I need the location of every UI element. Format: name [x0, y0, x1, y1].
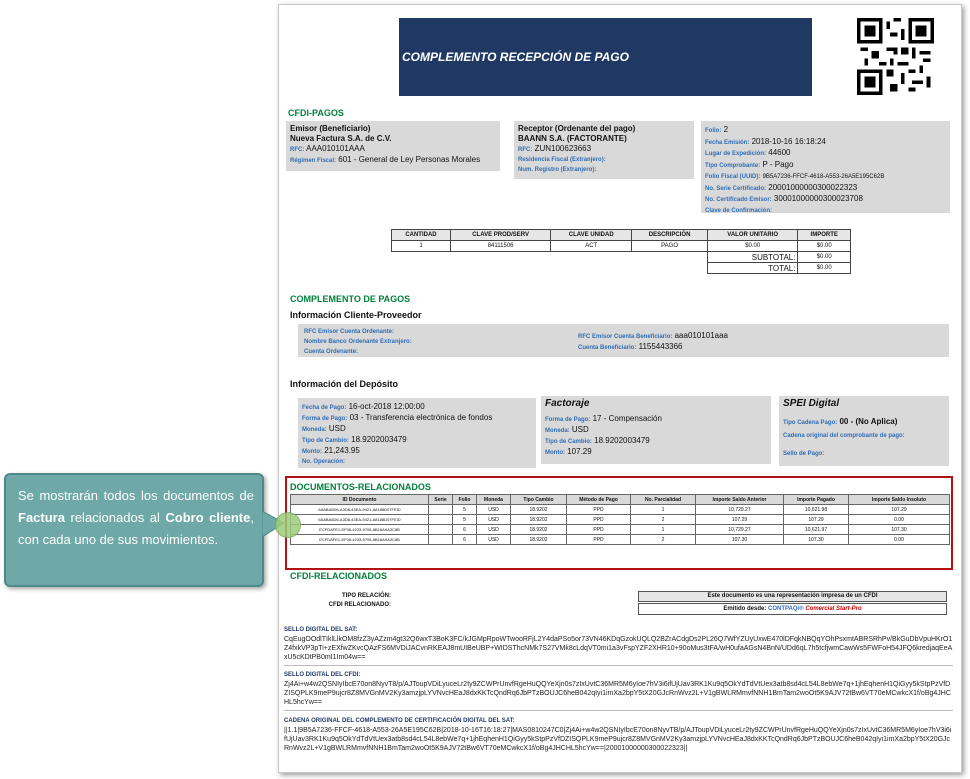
forma-pago: 03 - Transferencia electrónica de fondos: [349, 413, 493, 422]
cell: 18.9202: [511, 525, 567, 535]
factoraje-moneda: USD: [571, 425, 589, 434]
emisor-rfc-label: RFC:: [290, 147, 305, 153]
qr-code: [857, 18, 934, 95]
cell: USD: [477, 515, 511, 525]
rfc-beneficiario-label: RFC Emisor Cuenta Beneficiario:: [578, 334, 673, 340]
th-id-documento: ID Documento: [291, 495, 429, 505]
cell: ECFDAFE1-EF06-4233-9706-6B16A9A3C8B: [291, 525, 429, 535]
fecha-emision-label: Fecha Emisión:: [705, 139, 750, 146]
cell: 2: [631, 535, 696, 545]
tipo-relacion-label: TIPO RELACIÓN:: [342, 593, 391, 599]
th-moneda: Moneda: [477, 495, 511, 505]
th-clave-unidad: CLAVE UNIDAD: [551, 230, 632, 241]
uuid-value: 9B5A7236-FFCF-4618-A553-26A5E195C62B: [762, 174, 885, 180]
table-row: [291, 505, 950, 515]
cell: PAGO: [632, 241, 708, 252]
cell: PPD: [567, 505, 631, 515]
receptor-registro-label: Num. Registro (Extranjero):: [518, 167, 597, 173]
subtotal-label: SUBTOTAL:: [707, 252, 798, 263]
th-importe-pagado: Importe Pagado: [784, 495, 849, 505]
table-row: [392, 241, 851, 252]
cell: 0.00: [849, 535, 950, 545]
cell: [429, 525, 453, 535]
deposito-box: [298, 398, 536, 468]
emisor-rfc: AAA010101AAA: [306, 144, 365, 153]
factoraje-tipo-cambio-label: Tipo de Cambio:: [545, 439, 592, 445]
callout-bold-cobro: Cobro cliente: [165, 510, 251, 525]
th-clave-prod: CLAVE PROD/SERV: [450, 230, 550, 241]
cert-label: No. Serie Certificado:: [705, 185, 767, 192]
th-cantidad: CANTIDAD: [392, 230, 451, 241]
folio-label: Folio:: [705, 128, 722, 134]
th-saldo-anterior: Importe Saldo Anterior: [696, 495, 784, 505]
monto: 21,243.95: [324, 446, 360, 455]
cell: 1: [392, 241, 451, 252]
receptor-title: Receptor (Ordenante del pago): [518, 124, 636, 133]
receptor-residencia-label: Residencia Fiscal (Extranjero):: [518, 157, 606, 163]
cell: ECFDAFE1-EF06-4233-9706-6B16A9A3C8B: [291, 535, 429, 545]
cell: $0.00: [707, 241, 798, 252]
fecha-pago-label: Fecha de Pago:: [302, 405, 347, 411]
document-title: COMPLEMENTO RECEPCIÓN DE PAGO: [399, 18, 812, 96]
complemento-heading: COMPLEMENTO DE PAGOS: [290, 294, 411, 304]
cell: 18.9202: [511, 505, 567, 515]
cell: USD: [477, 505, 511, 515]
th-metodo-pago: Método de Pago: [567, 495, 631, 505]
receptor-rfc-label: RFC:: [518, 147, 533, 153]
cell: 18.9202: [511, 515, 567, 525]
spei-sello-label: Sello de Pago:: [783, 451, 825, 457]
cell: PPD: [567, 515, 631, 525]
cell: $0.00: [798, 241, 851, 252]
cuenta-beneficiario-label: Cuenta Beneficiario:: [578, 345, 637, 351]
rfc-ordenante-label: RFC Emisor Cuenta Ordenante:: [304, 329, 395, 335]
th-parcialidad: No. Parcialidad: [631, 495, 696, 505]
cell: PPD: [567, 525, 631, 535]
cuenta-ordenante-label: Cuenta Ordenante:: [304, 349, 359, 355]
cell: 10,621.98: [784, 505, 849, 515]
cell: ACT: [551, 241, 632, 252]
cell: USD: [477, 535, 511, 545]
cert-emisor: 30001000000300023708: [773, 194, 863, 203]
documentos-heading: DOCUMENTOS-RELACIONADOS: [290, 482, 431, 492]
invoice-page: [278, 4, 962, 773]
cell: 6: [453, 525, 477, 535]
th-folio: Folio: [453, 495, 477, 505]
cell: 1: [631, 505, 696, 515]
factoraje-forma-label: Forma de Pago:: [545, 417, 591, 423]
cell: 10,729.27: [696, 505, 784, 515]
factoraje-forma: 17 - Compensación: [592, 414, 662, 423]
cell: 10,729.27: [696, 525, 784, 535]
cell: 18.9202: [511, 535, 567, 545]
emitido-desde: [638, 603, 947, 615]
th-saldo-insoluto: Importe Saldo Insoluto: [849, 495, 950, 505]
cell: 0.00: [849, 515, 950, 525]
comercial-start-pro: Comercial Start-Pro: [805, 606, 862, 612]
th-serie: Serie: [429, 495, 453, 505]
table-row: [291, 525, 950, 535]
contpaqi-brand: CONTPAQi®: [768, 606, 804, 612]
th-tipo-cambio: Tipo Cambio: [511, 495, 567, 505]
explanation-callout: [4, 473, 264, 587]
impresa-notice: Este documento es una representación impresa de un CFDI: [638, 591, 947, 602]
factoraje-monto-label: Monto:: [545, 450, 565, 456]
emisor-box: [286, 121, 500, 171]
cell: USD: [477, 525, 511, 535]
spei-cadena-label: Cadena original del comprobante de pago:: [783, 433, 905, 439]
monto-label: Monto:: [302, 449, 322, 455]
cell: 6AABA5D6-A3D8-43EA-9421-A8188D07FEID: [291, 505, 429, 515]
highlight-circle: [275, 512, 301, 538]
documentos-table: [290, 494, 950, 545]
emisor-name: Nueva Factura S.A. de C.V.: [290, 134, 392, 143]
cfdi-relacionados-heading: CFDI-RELACIONADOS: [290, 571, 387, 581]
confirmacion-label: Clave de Confirmación:: [705, 207, 773, 214]
receptor-box: [514, 121, 694, 179]
cuenta-beneficiario: 1155443366: [638, 342, 683, 351]
lugar-value: 44600: [768, 148, 791, 157]
moneda: USD: [328, 424, 346, 433]
cell: 107.30: [784, 535, 849, 545]
total-label: TOTAL:: [707, 263, 798, 274]
sello-sat-block: [284, 626, 953, 666]
th-descripcion: DESCRIPCIÓN: [632, 230, 708, 241]
banco-ordenante-label: Nombre Banco Ordenante Extranjero:: [304, 339, 412, 345]
info-cliente-title: Información Cliente-Proveedor: [290, 310, 422, 320]
table-row: [291, 515, 950, 525]
factoraje-moneda-label: Moneda:: [545, 428, 570, 434]
emisor-title: Emisor (Beneficiario): [290, 124, 371, 133]
forma-pago-label: Forma de Pago:: [302, 416, 348, 422]
cell: PPD: [567, 535, 631, 545]
cadena-original: ||1.1|9B5A7236-FFCF-4618-A553-26A5E195C62B|2018-10-16T16:18:27|MAS0810247C0|Zj4Ai+w4w2QSNIyIbcE70on8NyvTB/p/AJToupVDiLyuceLr2ty9ZCWPrUnvfRgeHuQQYeXjn0s7zIxUvtC36MR5M6yIoe7hV3i6ifUjUav3RK1Ku9q5OkYdTdVtUex3atb8sd4cL54L8ebWe7q+1jhEqhenH1QiGyy5kStpPzVfDZISQPLK9meP9ujcr8Z8MVGnMV2Ky3amzjpLYVNvcHEaJ8dxKKTcQndRq6JbPTzBOUJC6heB042qIyi1imXa2bpY5tX20GJcRnWvz2L+V1gBWLRMmvfNNH1BmTam2woOt5K9AJV72tBw6VT70eMCwkcX1f/oBg4JHCHL5hcYw==|20001000000300022323||: [284, 727, 952, 752]
factoraje-box: [541, 396, 771, 464]
emisor-regimen: 601 - General de Ley Personas Morales: [338, 155, 481, 164]
spei-box: [779, 396, 949, 466]
cell: [429, 515, 453, 525]
callout-text-1: Se mostrarán todos los documentos de: [18, 488, 254, 503]
subtotal-value: $0.00: [798, 252, 851, 263]
conceptos-table: [391, 229, 851, 274]
uuid-label: Folio Fiscal (UUID):: [705, 174, 761, 180]
cell: [429, 535, 453, 545]
cell: 107.29: [696, 515, 784, 525]
tipo-comprobante-label: Tipo Comprobante:: [705, 162, 761, 169]
cell: 107.30: [849, 525, 950, 535]
cell: [429, 505, 453, 515]
th-importe: IMPORTE: [798, 230, 851, 241]
cert-value: 20001000000300022323: [768, 182, 858, 192]
total-value: $0.00: [798, 263, 851, 274]
spei-title: SPEI Digital: [783, 398, 840, 409]
cell: 1: [631, 525, 696, 535]
cfdi-pagos-heading: CFDI-PAGOS: [288, 108, 344, 118]
folio-box: [701, 121, 950, 213]
lugar-label: Lugar de Expedición:: [705, 151, 767, 157]
spei-tipo-label: Tipo Cadena Pago:: [783, 420, 838, 426]
folio-value: 2: [723, 125, 729, 134]
moneda-label: Moneda:: [302, 427, 327, 433]
fecha-pago: 16-oct-2018 12:00:00: [348, 402, 425, 411]
tipo-comprobante: P - Pago: [762, 159, 794, 169]
operacion-label: No. Operación:: [302, 459, 346, 465]
sello-cfdi-label: SELLO DIGITAL DEL CFDI:: [284, 672, 361, 678]
receptor-name: BAANN S.A. (FACTORANTE): [518, 134, 627, 143]
callout-bold-factura: Factura: [18, 510, 65, 525]
sello-cfdi: Zj4Ai+w4w2QSNIyIbcE70on8NyvT8/p/AJToupVDiLyuceLr2ty9ZCWPrUnvfRgeHuQQYeXjn0s7zIxUvtC36MR5M6yIoe7hV3i6ifUjUav3RK1Ku9q5OkYdTdVtUex3atb8sd4cL54L8ebWe7q+1jhEqhenH1QiGyy5kStpPzVfDZISQPLK9meP9ujcr8Z8MVGnMV2Ky3amzjpLYVNvcHEaJ8dxKKTcQndRq6JbPTzBOUJC6heB042qIyi1imXa2bpY5tX20GJcRnWvz2L+V1gBWLRMmvfNNH1BmTam2woOt5K9AJV72tBw6VT70eMCwkcX1f/oBg4JHCHL5hcYw==: [284, 681, 951, 706]
cell: 10,621.97: [784, 525, 849, 535]
emisor-regimen-label: Régimen Fiscal:: [290, 158, 337, 164]
sello-sat-label: SELLO DIGITAL DEL SAT:: [284, 627, 358, 633]
cell: 107.29: [849, 505, 950, 515]
cell: 84111506: [450, 241, 550, 252]
sello-sat: CqEugOOdlTIklLlkOM8fzZ3yAZzm4gt32Q6wxT3BoK3FC/kJGMpRpoWTwooRFjL2Y4daPSo5or73VN46KDqGzokUQLQ2BZrACdgDs2PL26Q7WfYZUyUxwE470lDFqkNBQqYOhPsxmtABRSRhPv/BkGuDbVpuHKrO1Z4fxkVP3pTi+zEXfwZKvcQAzFS6MVDiJACvnRKEAJ8mUIBeUBP+WIDSThcNMk7S27VMk8cLdqVT0mi1a3vFspYZF2XHR10+90oMus3tFA/wH0ufaAGsN4BnN/UDd6qL7h5tcfjwmCawWs5FWFoH54JFQ6kredjaqEeAxU5cKDtPB0mI1Im04w==: [284, 636, 953, 661]
sello-cfdi-block: [284, 671, 953, 711]
cell: 5: [453, 515, 477, 525]
cell: 107.29: [784, 515, 849, 525]
cell: 107.30: [696, 535, 784, 545]
cell: 6: [453, 535, 477, 545]
cert-emisor-label: No. Certificado Emisor:: [705, 197, 772, 203]
fecha-emision: 2018-10-16 16:18:24: [751, 136, 826, 146]
cell: 6AABA5D6-A3D8-43EA-9421-A8188D07FEID: [291, 515, 429, 525]
rfc-beneficiario: aaa010101aaa: [674, 331, 728, 340]
cadena-original-label: CADENA ORIGINAL DEL COMPLEMENTO DE CERTIFICACIÓN DIGITAL DEL SAT:: [284, 718, 515, 724]
tipo-cambio: 18.9202003479: [351, 435, 407, 444]
spei-tipo: 00 - (No Aplica): [839, 417, 898, 426]
table-row: [291, 535, 950, 545]
cliente-proveedor-box: [298, 324, 949, 357]
cell: 5: [453, 505, 477, 515]
cfdi-relacionado-label: CFDI RELACIONADO:: [328, 602, 391, 608]
receptor-rfc: ZUN100623663: [534, 144, 592, 153]
th-valor-unitario: VALOR UNITARIO: [707, 230, 798, 241]
cadena-original-block: [284, 717, 953, 756]
factoraje-tipo-cambio: 18.9202003479: [594, 436, 650, 445]
factoraje-monto: 107.29: [567, 447, 592, 456]
cell: 2: [631, 515, 696, 525]
emitido-label: Emitido desde:: [723, 606, 767, 612]
callout-text-3: , con cada uno de sus movimientos.: [18, 510, 254, 547]
tipo-cambio-label: Tipo de Cambio:: [302, 438, 349, 444]
deposito-title: Información del Depósito: [290, 379, 399, 389]
callout-text-2: relacionados al: [64, 510, 166, 525]
factoraje-title: Factoraje: [545, 398, 590, 409]
